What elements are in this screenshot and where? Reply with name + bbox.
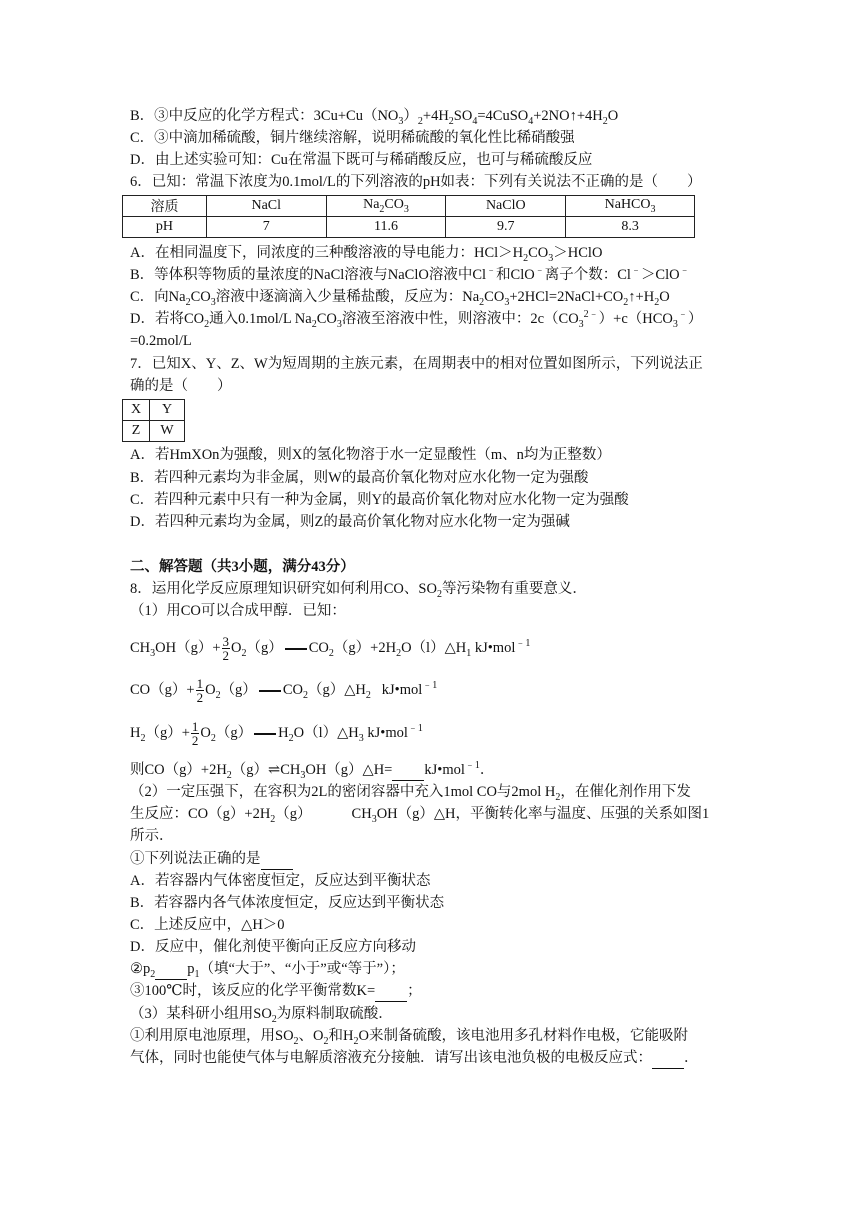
element-cell: W	[150, 421, 185, 442]
option-d-prev: D．由上述实验可知：Cu在常温下既可与稀硝酸反应，也可与稀硫酸反应	[130, 152, 593, 168]
q8-part3: （3）某科研小组用$SO_2$为原料制取硫酸．	[130, 1006, 393, 1025]
option-7d: D．若四种元素均为金属，则Z的最高价氧化物对应水化物一定为强碱	[130, 514, 570, 530]
option-6b-prev: B．③中反应的化学方程式：$3Cu+Cu(NO_3)_2+4H_2SO_4=4CuSO_4+2NO↑+4H_2O$	[130, 108, 619, 127]
option-6a: A．在相同温度下，同浓度的三种酸溶液的导电能力：$HCl>H_2CO_3>HClO$	[130, 245, 603, 264]
table-header-cell: $Na_2CO_3$	[326, 196, 446, 217]
q8-option-b: B．若容器内各气体浓度恒定，反应达到平衡状态	[130, 895, 445, 911]
fraction: $\frac{3}{2}$	[222, 634, 230, 664]
question-6: 6．已知：常温下浓度为0.1mol/L的下列溶液的pH如表：下列有关说法不正确的是（ ）	[130, 174, 702, 190]
reaction-arrow	[259, 690, 281, 692]
table-cell: 8.3	[566, 217, 695, 238]
table-header-cell: NaCl	[206, 196, 326, 217]
section-heading: 二、解答题（共3小题，满分43分）	[130, 559, 355, 575]
element-cell: X	[123, 400, 150, 421]
option-7c: C．若四种元素中只有一种为金属，则Y的最高价氧化物对应水化物一定为强酸	[130, 492, 629, 508]
answer-blank[interactable]	[261, 849, 293, 870]
answer-blank[interactable]	[375, 981, 407, 1002]
equation-3: $H_2(g)+$ $\frac{1}{2}$ $O_2(g)$ $H_2O(l)\triangle H_3$ kJ•mol$^{﹣1}$	[130, 719, 423, 749]
q8-part3-sub1-cont: 气体，同时也能使气体与电解质溶液充分接触．请写出该电池负极的电极反应式： ．	[130, 1048, 699, 1069]
option-6b: B．等体积等物质的量浓度的NaCl溶液与NaClO溶液中Cl﹣和ClO﹣离子个数：Cl﹣＞ClO﹣	[130, 265, 690, 283]
table-cell: 9.7	[446, 217, 566, 238]
equation-1: $CH_3OH(g)+$ $\frac{3}{2}$ $O_2(g)$ $CO_2(g)+2H_2O(l)\triangle H_1$ kJ•mol$^{﹣1}$	[130, 634, 531, 664]
option-7a: A．若HmXOn为强酸，则X的氢化物溶于水一定显酸性（m、n均为正整数）	[130, 447, 611, 463]
option-6c: C．向$Na_2CO_3$溶液中逐滴滴入少量稀盐酸，反应为：$Na_2CO_3+2HCl=2NaCl+CO_2↑+H_2O$	[130, 289, 670, 308]
q8-part1: （1）用CO可以合成甲醇．已知：	[130, 603, 346, 619]
q8-part3-sub1: ①利用原电池原理，用$SO_2$、$O_2$和$H_2O$来制备硫酸，该电池用多孔材料作电极，它能吸附	[130, 1028, 688, 1047]
q8-part2-cont: 生反应：$CO(g)+2H_2(g)$ $CH_3OH(g)\triangle H$，平衡转化率与温度、压强的关系如图1	[130, 806, 710, 825]
question-7-cont: 确的是（ ）	[130, 378, 232, 394]
answer-blank[interactable]	[392, 760, 424, 781]
q8-option-c: C．上述反应中，△H＞0	[130, 917, 285, 933]
table-cell: 7	[206, 217, 326, 238]
table-header-cell: NaClO	[446, 196, 566, 217]
fraction: $\frac{1}{2}$	[196, 676, 204, 706]
q8-sub2: $②p_2$ $p_1$（填“大于”、“小于”或“等于”）；	[130, 961, 405, 980]
q8-part2-cont2: 所示．	[130, 828, 174, 844]
q8-option-d: D．反应中，催化剂使平衡向正反应方向移动	[130, 939, 416, 955]
q8-sub1: ①下列说法正确的是	[130, 849, 293, 870]
question-8: 8．运用化学反应原理知识研究如何利用CO、$SO_2$等污染物有重要意义．	[130, 581, 587, 600]
answer-blank[interactable]	[155, 959, 187, 980]
reaction-arrow	[285, 648, 307, 650]
equation-target: 则$CO(g)+2H_2(g)\rightleftharpoons CH_3OH(g)\triangle H=$ kJ•mol$^{﹣1}$．	[130, 760, 495, 781]
option-c-prev: C．③中滴加稀硫酸，铜片继续溶解，说明稀硫酸的氧化性比稀硝酸强	[130, 130, 575, 146]
ph-table	[122, 195, 695, 238]
table-cell: pH	[123, 217, 207, 238]
q8-part2: （2）一定压强下，在容积为2L的密闭容器中充入1mol CO与2mol $H_2$，在催化剂作用下发	[130, 784, 691, 803]
answer-blank[interactable]	[652, 1048, 684, 1069]
table-header-cell: NaHCO$_3$	[566, 196, 695, 217]
table-cell: 11.6	[326, 217, 446, 238]
element-grid	[122, 399, 185, 442]
fraction: $\frac{1}{2}$	[191, 719, 199, 749]
element-cell: Y	[150, 400, 185, 421]
option-7b: B．若四种元素均为非金属，则W的最高价氧化物对应水化物一定为强酸	[130, 470, 589, 486]
q8-option-a: A．若容器内气体密度恒定，反应达到平衡状态	[130, 873, 431, 889]
question-7: 7．已知X、Y、Z、W为短周期的主族元素，在周期表中的相对位置如图所示，下列说法正	[130, 356, 703, 372]
option-6d-cont: =0.2mol/L	[130, 333, 192, 349]
option-6d: D．若将$CO_2$通入0.1mol/L $Na_2CO_3$溶液至溶液中性，则溶液中：$2c(CO_3^{2﹣})+c(HCO_3^﹣)$	[130, 309, 703, 330]
equation-2: CO（g）+ $\frac{1}{2}$ $O_2(g)$ $CO_2(g)\triangle H_2$ kJ•mol$^{﹣1}$	[130, 676, 438, 706]
element-cell: Z	[123, 421, 150, 442]
table-header-cell: 溶质	[123, 196, 207, 217]
reaction-arrow	[254, 733, 276, 735]
q8-sub3: ③100℃时，该反应的化学平衡常数K= ；	[130, 981, 422, 1002]
